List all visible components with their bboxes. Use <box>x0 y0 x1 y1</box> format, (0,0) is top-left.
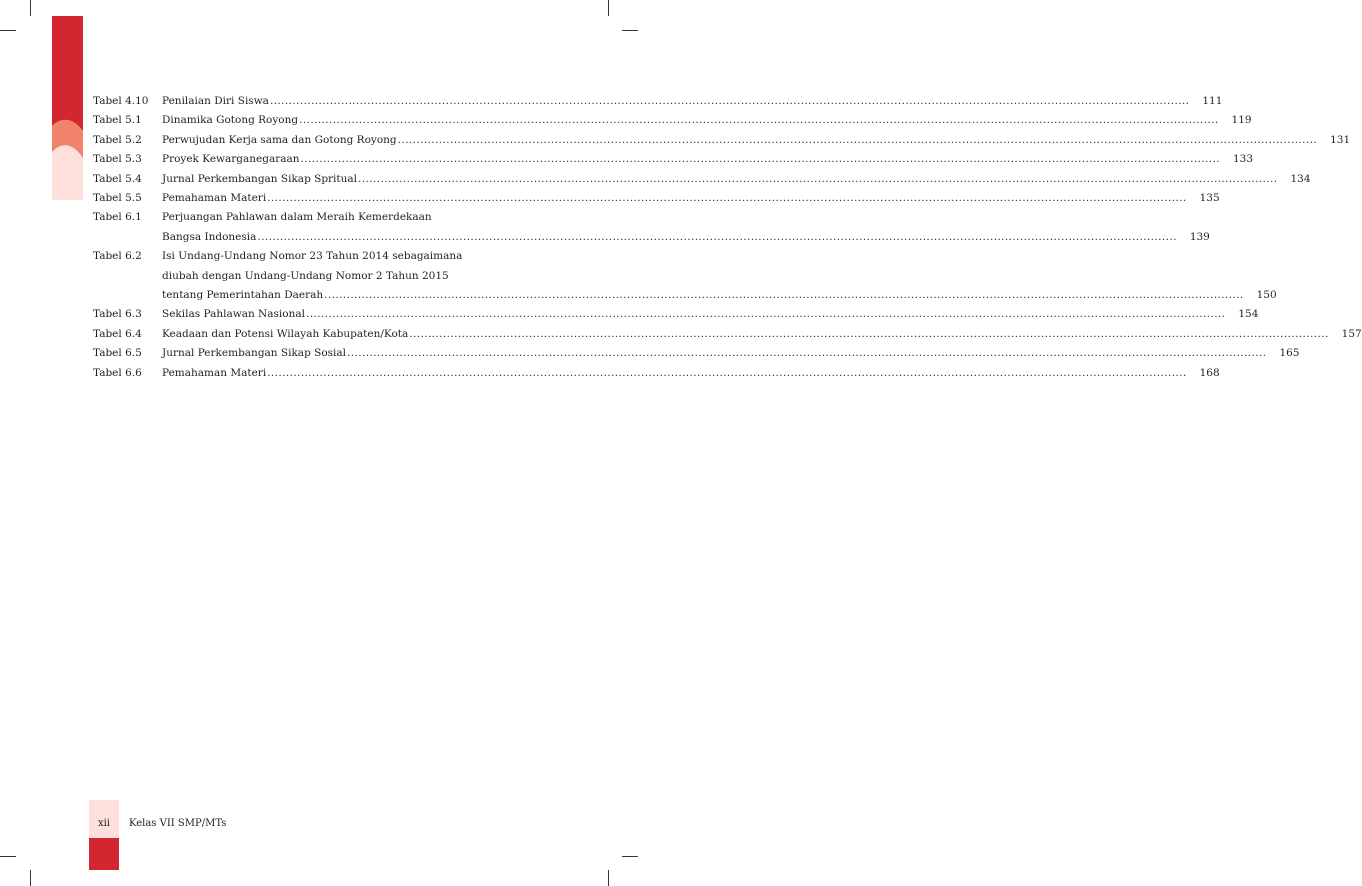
table-title: Keadaan dan Potensi Wilayah Kabupaten/Kota <box>162 327 409 340</box>
leader-dots <box>358 170 1277 189</box>
table-title: Sekilas Pahlawan Nasional <box>162 308 305 321</box>
crop-mark <box>622 30 638 31</box>
table-entry[interactable] <box>93 305 1259 324</box>
footer-page-number: xii <box>97 818 111 829</box>
page-number: 134 <box>1290 172 1311 185</box>
leader-dots <box>324 286 1243 305</box>
page-number: 165 <box>1279 347 1300 360</box>
page-number: 150 <box>1256 289 1277 302</box>
table-number: Tabel 6.4 <box>93 327 142 340</box>
table-entry[interactable] <box>93 150 1254 169</box>
table-title: Isi Undang-Undang Nomor 23 Tahun 2014 sebagaimana <box>162 250 463 263</box>
table-number: Tabel 5.2 <box>93 133 142 146</box>
table-title-continued: tentang Pemerintahan Daerah <box>162 289 324 302</box>
leader-dots <box>267 189 1186 208</box>
crop-mark <box>0 30 16 31</box>
table-entry[interactable] <box>93 189 1220 208</box>
page-number: 119 <box>1231 114 1252 127</box>
crop-mark <box>0 856 16 857</box>
crop-mark <box>622 856 638 857</box>
table-title-continued: diubah dengan Undang-Undang Nomor 2 Tahun 2015 <box>162 269 449 282</box>
table-entry[interactable] <box>93 208 1210 247</box>
footer-decorative-band <box>89 800 119 870</box>
table-title: Dinamika Gotong Royong <box>162 114 299 127</box>
table-title: Penilaian Diri Siswa <box>162 95 269 107</box>
leader-dots <box>398 131 1317 150</box>
leader-dots <box>301 150 1220 169</box>
decorative-side-band <box>52 16 83 200</box>
table-number: Tabel 6.6 <box>93 366 142 379</box>
page-number: 154 <box>1238 308 1259 321</box>
page-number: 135 <box>1199 192 1220 205</box>
table-entry[interactable] <box>93 170 1311 189</box>
table-title: Jurnal Perkembangan Sikap Sosial <box>162 347 347 360</box>
crop-mark <box>608 0 609 16</box>
table-title-continued: Bangsa Indonesia <box>162 230 257 243</box>
table-number: Tabel 6.2 <box>93 250 142 263</box>
table-title: Perwujudan Kerja sama dan Gotong Royong <box>162 133 397 146</box>
leader-dots <box>409 325 1328 344</box>
page-number: 133 <box>1232 153 1254 166</box>
leader-dots <box>299 111 1218 130</box>
page-number: 111 <box>1202 95 1223 107</box>
table-entry[interactable] <box>93 131 1351 150</box>
table-entry[interactable] <box>93 325 1362 344</box>
page-number: 168 <box>1199 366 1220 379</box>
table-title: Proyek Kewarganegaraan <box>162 153 300 166</box>
table-number: Tabel 6.5 <box>93 347 142 360</box>
table-list <box>93 92 1362 383</box>
table-entry[interactable] <box>93 247 1277 305</box>
table-title: Perjuangan Pahlawan dalam Meraih Kemerdekaan <box>162 211 432 224</box>
leader-dots <box>257 228 1176 247</box>
leader-dots <box>270 92 1189 111</box>
table-number: Tabel 6.3 <box>93 308 142 321</box>
table-number: Tabel 5.1 <box>93 114 142 127</box>
footer-book-title: Kelas VII SMP/MTs <box>129 818 227 829</box>
table-title: Pemahaman Materi <box>162 366 267 379</box>
table-number: Tabel 5.3 <box>93 153 142 166</box>
page-number: 131 <box>1330 133 1351 146</box>
crop-mark <box>30 0 31 16</box>
page-number: 139 <box>1189 230 1210 243</box>
table-number: Tabel 6.1 <box>93 211 142 224</box>
leader-dots <box>347 344 1266 363</box>
table-number: Tabel 5.5 <box>93 192 142 205</box>
table-title: Pemahaman Materi <box>162 192 267 205</box>
crop-mark <box>608 870 609 886</box>
table-number: Tabel 4.10 <box>93 95 149 107</box>
leader-dots <box>306 305 1225 324</box>
table-title: Jurnal Perkembangan Sikap Spritual <box>162 172 358 185</box>
page-number: 157 <box>1341 327 1362 340</box>
crop-mark <box>30 870 31 886</box>
table-entry[interactable] <box>93 111 1252 130</box>
table-entry[interactable] <box>93 92 1223 111</box>
table-number: Tabel 5.4 <box>93 172 142 185</box>
table-entry[interactable] <box>93 344 1300 363</box>
table-entry[interactable] <box>93 364 1220 383</box>
leader-dots <box>267 364 1186 383</box>
